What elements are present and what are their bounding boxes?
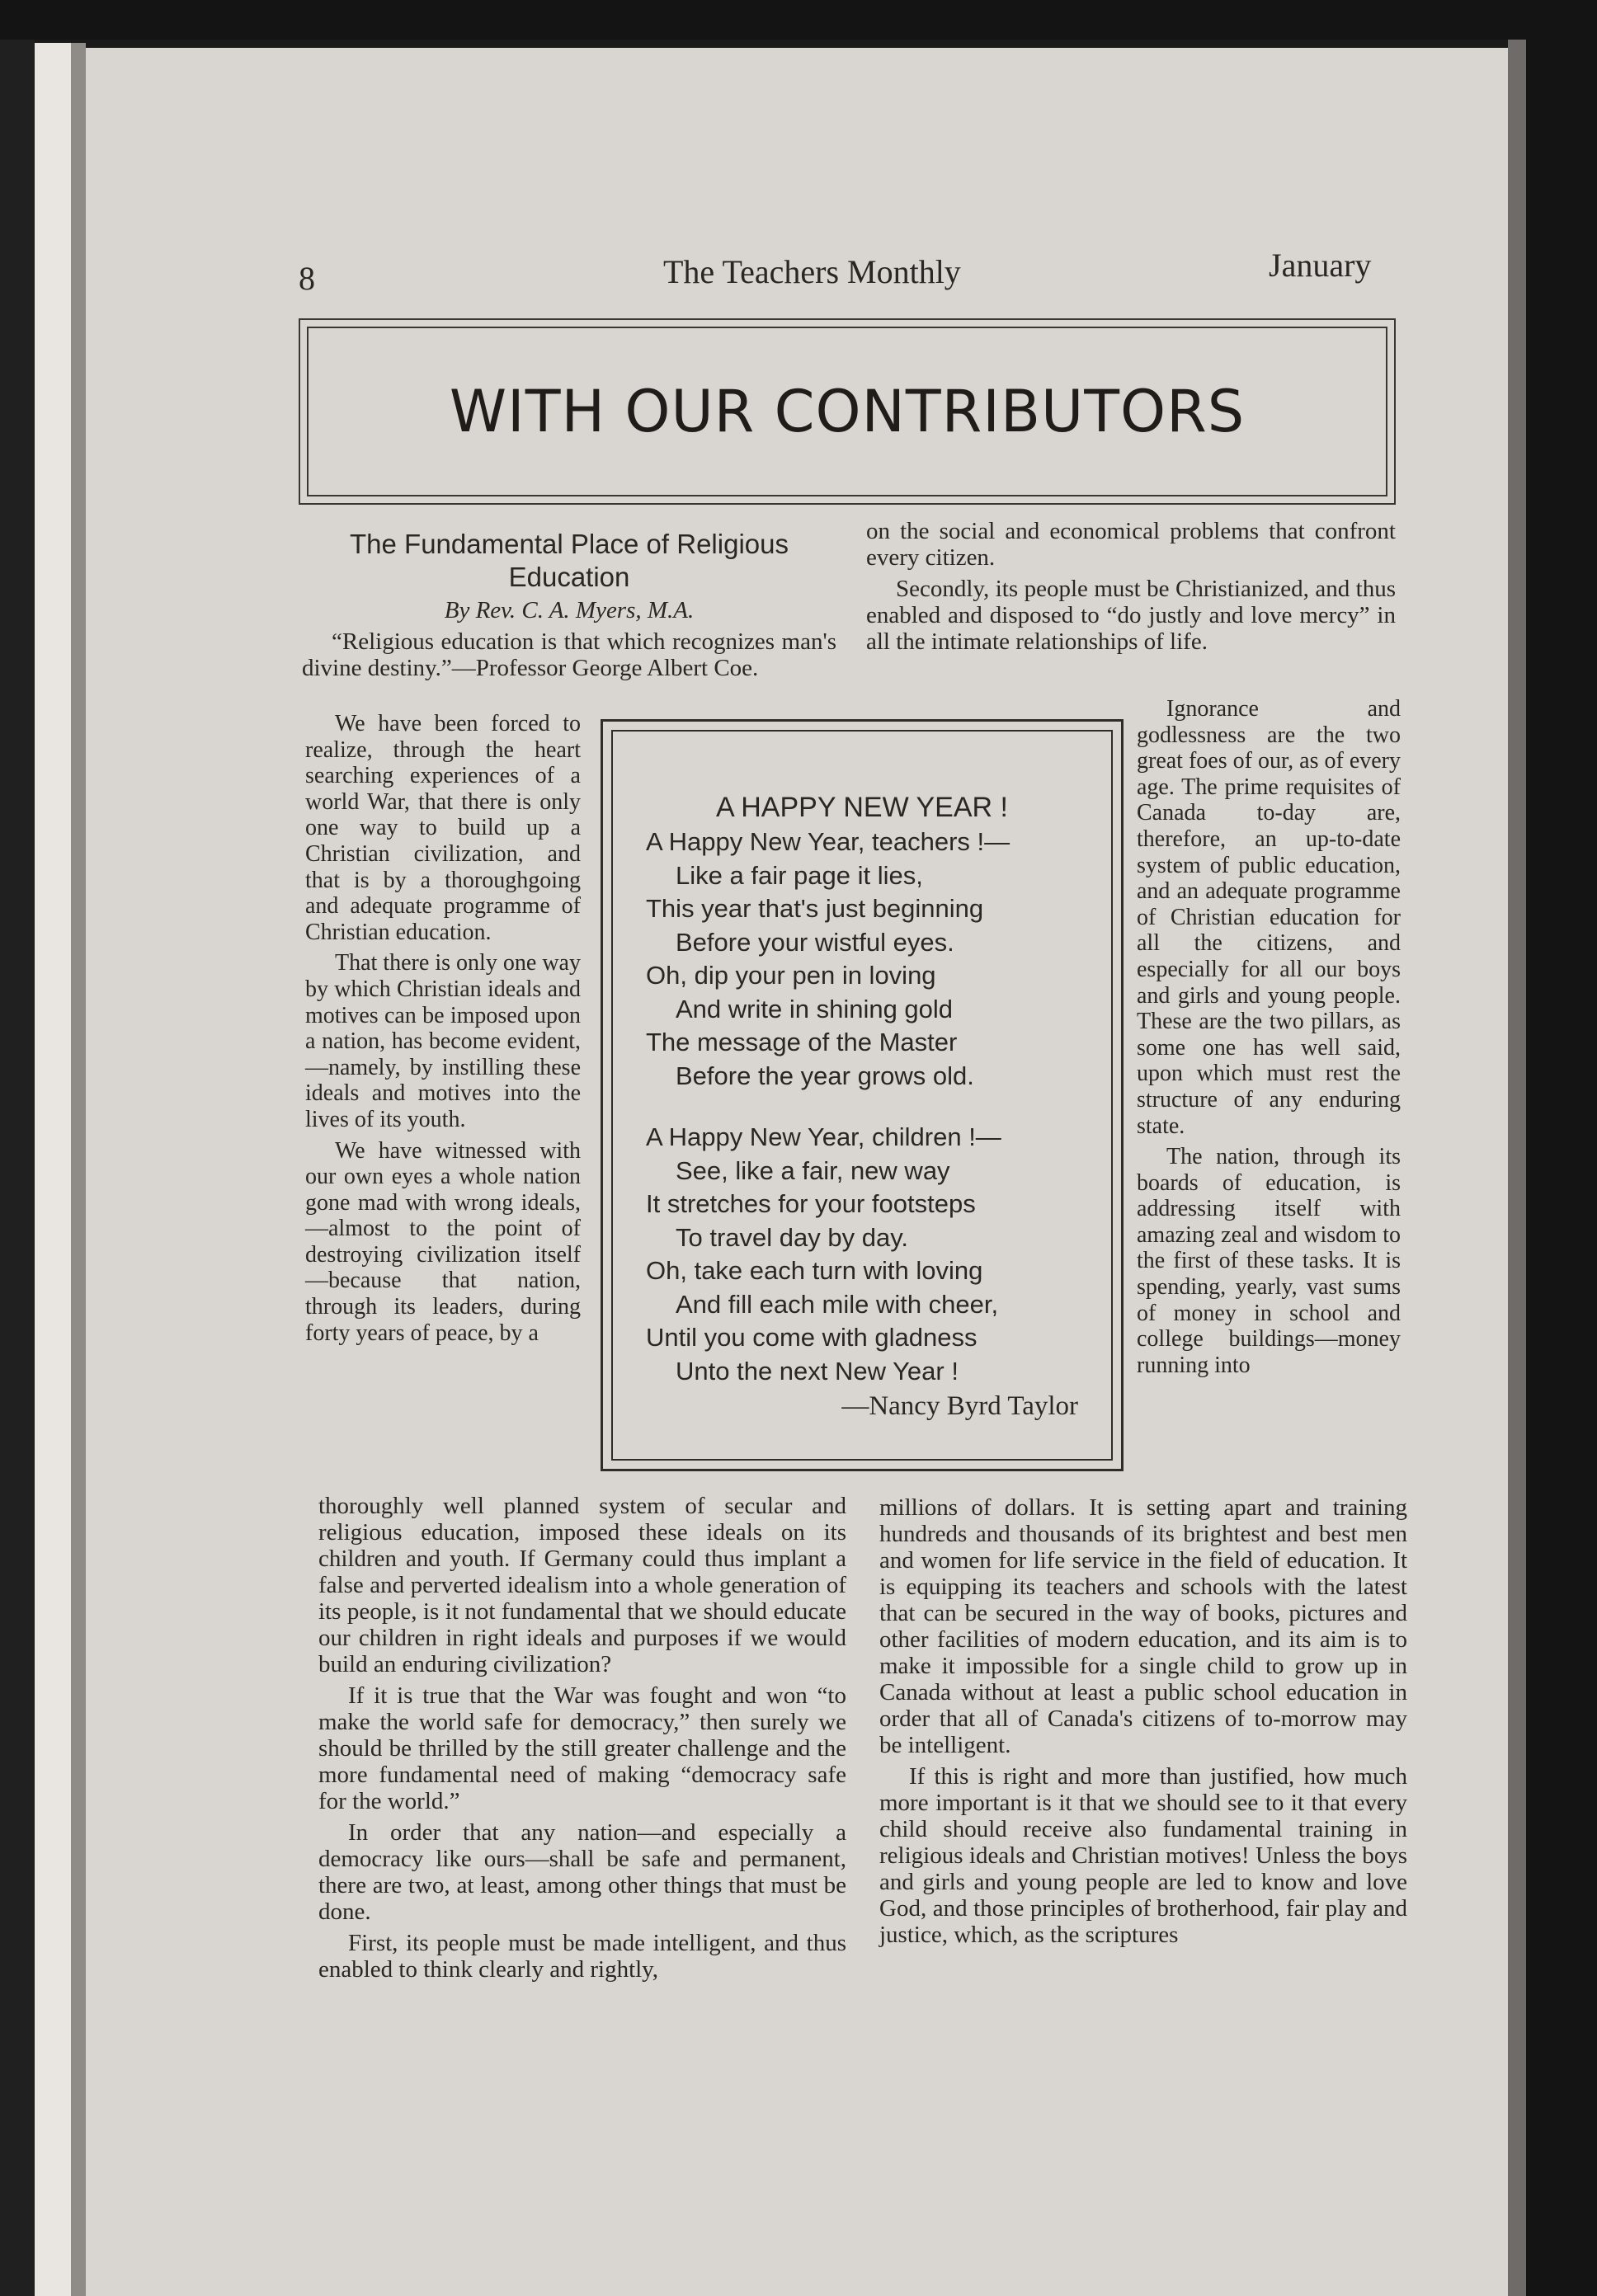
poem-line: Oh, take each turn with loving [646, 1256, 983, 1285]
right-page-shadow [1508, 40, 1526, 2296]
paragraph: The nation, through its boards of education, is addressing itself with amazing zeal and wisdom to the first of these tasks. It is spending, yearly, vast sums of money in school and college buildings—money running into [1137, 1144, 1401, 1378]
issue-month: January [1269, 247, 1372, 284]
paragraph: In order that any nation—and especially a democracy like ours—shall be safe and permanent, there are two, at least, among other things that must be done. [318, 1819, 846, 1925]
film-top-strip [0, 0, 1597, 40]
paragraph: If it is true that the War was fought and won “to make the world safe for democracy,” then surely we should be thrilled by the still greater challenge and the more fundamental need of making “democracy safe for the world.” [318, 1682, 846, 1814]
poem-line: The message of the Master [646, 1028, 958, 1056]
poem-line: See, like a fair, new way [676, 1155, 950, 1185]
film-right-border [1526, 40, 1597, 2296]
journal-title: The Teachers Monthly [663, 253, 961, 290]
section-banner [299, 318, 1396, 505]
poem-line: Before your wistful eyes. [676, 927, 954, 957]
article-title: The Fundamental Place of Religious Education [350, 529, 789, 592]
page-number: 8 [299, 260, 315, 297]
poem-line: A Happy New Year, children !— [646, 1122, 1001, 1151]
poem-stanza-2 [646, 1121, 1095, 1388]
section-title: WITH OUR CONTRIBUTORS [449, 378, 1246, 445]
poem-line: A Happy New Year, teachers !— [646, 827, 1010, 856]
section-banner-inner [307, 327, 1387, 496]
poem-line: Unto the next New Year ! [676, 1356, 959, 1386]
paragraph: Ignorance and godlessness are the two great foes of our, as of every age. The prime requisites of Canada to-day are, therefore, an up-to-date system of public education, and an adequate programme of Christian education for all the citizens, and especially for all our boys and girls and young people. These are the two pillars, as some one has well said, upon which must rest the structure of any enduring state. [1137, 696, 1401, 1139]
poem-box [601, 719, 1124, 1471]
poem-line: It stretches for your footsteps [646, 1189, 976, 1218]
epigraph-quote: “Religious education is that which recognizes man's divine destiny.”—Professor George Albert Coe. [302, 628, 836, 681]
poem-line: Oh, dip your pen in loving [646, 961, 936, 990]
paragraph: If this is right and more than justified, how much more important is it that we should see to it that every child should receive also fundamental training in religious ideals and Christian motives! Unless the boys and girls and young people are led to know and love God, and those principles of brotherhood, fair play and justice, which, as the scriptures [879, 1763, 1407, 1948]
poem-line: Until you come with gladness [646, 1323, 978, 1352]
poem-line: Before the year grows old. [676, 1061, 974, 1090]
article-col2-top [866, 518, 1396, 655]
film-left-border [0, 40, 35, 2296]
poem-line: And write in shining gold [676, 994, 954, 1023]
paragraph: First, its people must be made intelligent, and thus enabled to think clearly and rightly, [318, 1930, 846, 1983]
article-col2-bottom [879, 1494, 1407, 1948]
article-heading-block [302, 528, 836, 623]
poem-stanza-1 [646, 826, 1095, 1093]
article-epigraph [302, 628, 836, 681]
article-byline: By Rev. C. A. Myers, M.A. [444, 597, 695, 623]
poem-line: And fill each mile with cheer, [676, 1289, 999, 1319]
poem-title: A HAPPY NEW YEAR ! [716, 792, 1008, 823]
paragraph: We have witnessed with our own eyes a whole nation gone mad with wrong ideals,—almost to the point of destroying civilization itself—because that nation, through its leaders, during forty years of peace, by a [305, 1137, 581, 1346]
gutter-shadow [71, 43, 86, 2296]
paragraph: millions of dollars. It is setting apart and training hundreds and thousands of its brightest and best men and women for life service in the field of education. It is equipping its teachers and schools with the latest that can be secured in the way of books, pictures and other facilities of modern education, and its aim is to make it impossible for a single child to grow up in Canada without at least a public school education in order that all of Canada's citizens of to-morrow may be intelligent. [879, 1494, 1407, 1758]
poem-line: This year that's just beginning [646, 894, 984, 923]
article-col2-narrow [1137, 696, 1401, 1378]
page-edge [35, 43, 71, 2296]
paragraph: on the social and economical problems that confront every citizen. [866, 518, 1396, 571]
poem-line: Like a fair page it lies, [676, 860, 923, 890]
paragraph: We have been forced to realize, through the heart searching experiences of a world War, that there is only one way to build up a Christian civilization, and that is by a thoroughgoing and adequate programme of Christian education. [305, 711, 581, 945]
poem-line: To travel day by day. [676, 1222, 909, 1252]
article-col1-bottom [318, 1493, 846, 1983]
paragraph: That there is only one way by which Christian ideals and motives can be imposed upon a nation, has become evident,—namely, by instilling these ideals and motives into the lives of its youth. [305, 950, 581, 1132]
paragraph: thoroughly well planned system of secular and religious education, imposed these ideals on its children and youth. If Germany could thus implant a false and perverted idealism into a whole generation of its people, is it not fundamental that we should educate our children in right ideals and purposes if we would build an enduring civilization? [318, 1493, 846, 1677]
article-col1-narrow [305, 711, 581, 1346]
poem-inner-frame [611, 730, 1113, 1461]
paragraph: Secondly, its people must be Christianized, and thus enabled and disposed to “do justly and love mercy” in all the intimate relationships of life. [866, 576, 1396, 655]
poem-author: —Nancy Byrd Taylor [841, 1391, 1078, 1421]
